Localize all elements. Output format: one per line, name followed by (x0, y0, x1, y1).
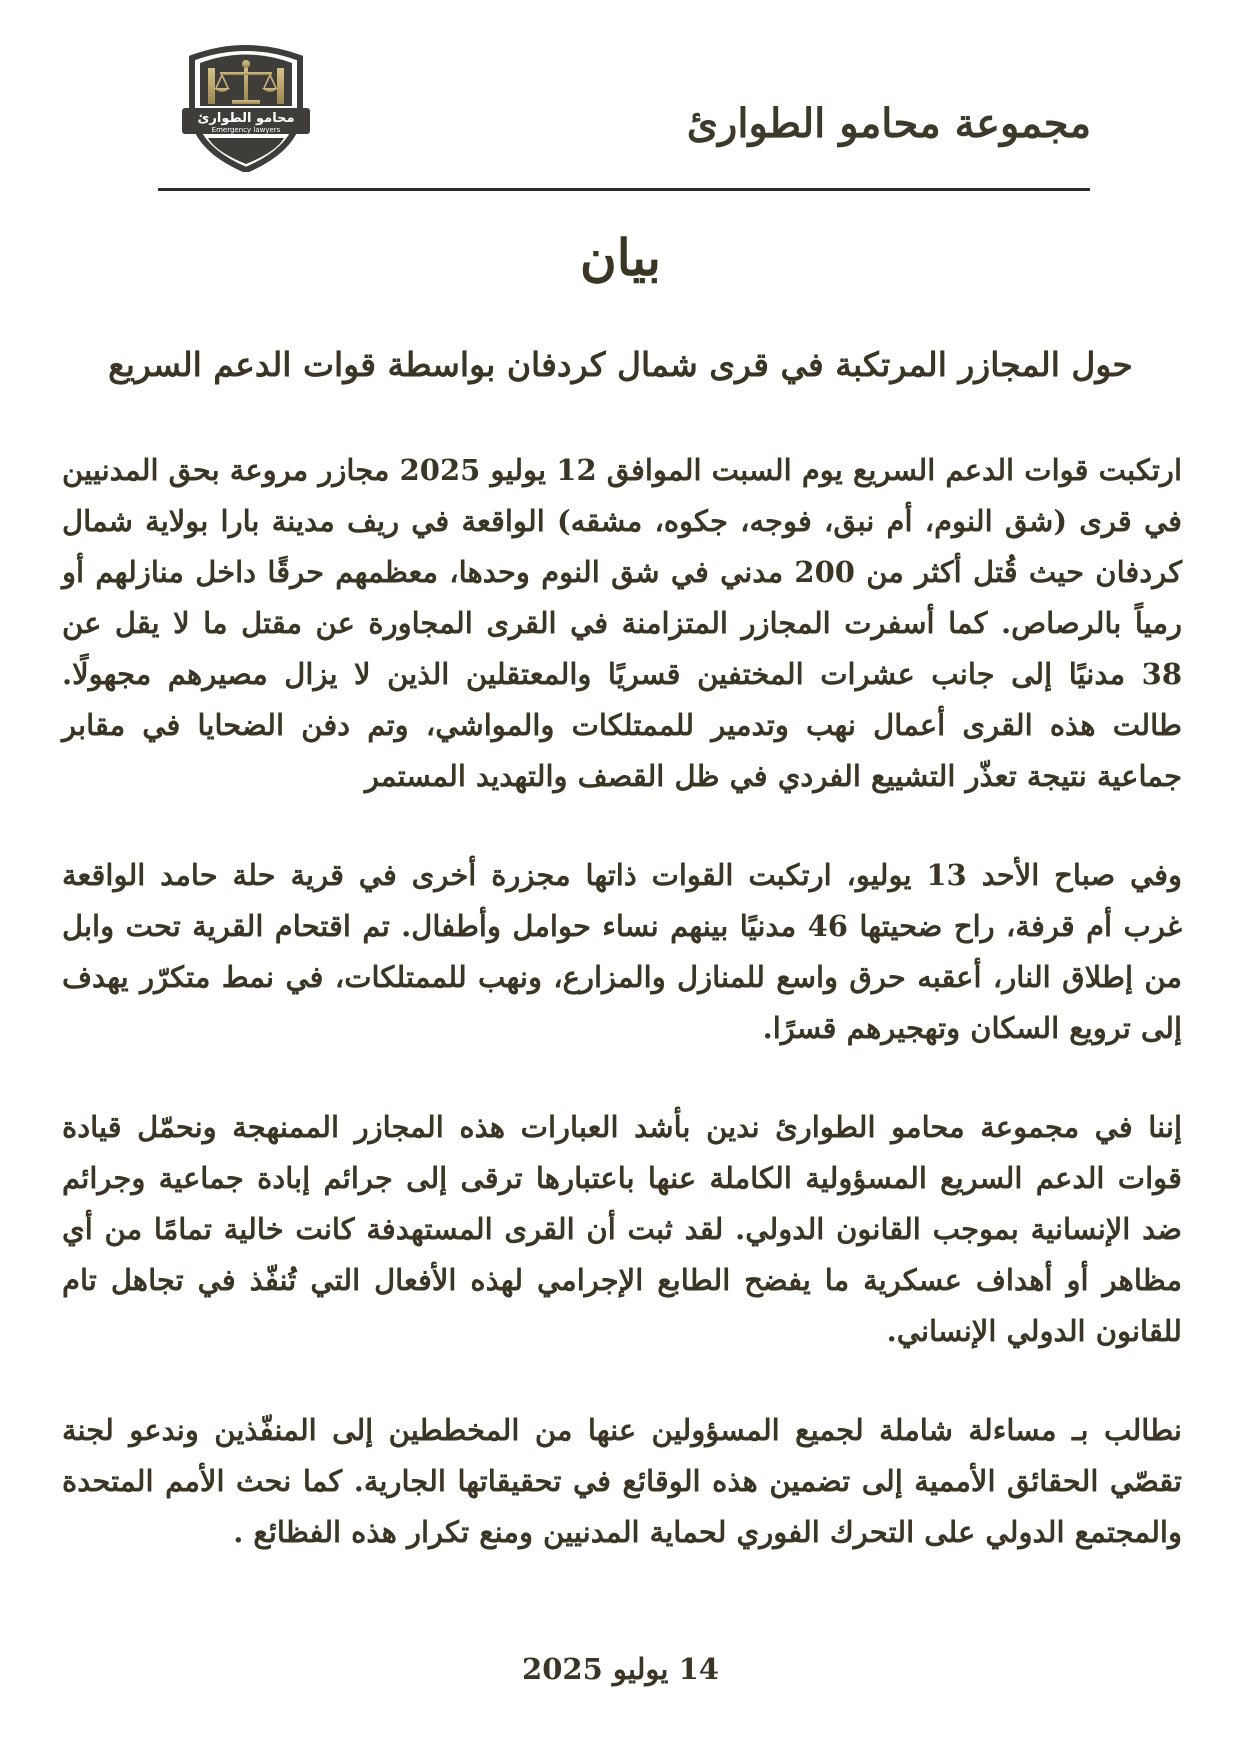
statement-date: 14 يوليو 2025 (522, 1652, 719, 1686)
document-title: بيان (580, 228, 661, 287)
logo-arabic-text: محامو الطوارئ (197, 111, 295, 126)
paragraph-2: وفي صباح الأحد 13 يوليو، ارتكبت القوات ذاتها مجزرة أخرى في قرية حلة حامد الواقعة غرب أم قرفة، راح ضحيتها 46 مدنيًا بينهم نساء حوامل وأطفال. تم اقتحام القرية تحت وابل من إطلاق النار، أعقبه حرق واسع للمنازل والمزارع، ونهب للممتلكات، في نمط متكرّر يهدف إلى ترويع السكان وتهجيرهم قسرًا. (62, 858, 1182, 1045)
paragraph-3: إننا في مجموعة محامو الطوارئ ندين بأشد العبارات هذه المجازر الممنهجة ونحمّل قيادة قوات الدعم السريع المسؤولية الكاملة عنها باعتبارها ترقى إلى جرائم إبادة جماعية وجرائم ضد الإنسانية بموجب القانون الدولي. لقد ثبت أن القرى المستهدفة كانت خالية تمامًا من أي مظاهر أو أهداف عسكرية ما يفضح الطابع الإجرامي لهذه الأفعال التي تُنفّذ في تجاهل تام للقانون الدولي الإنساني. (62, 1110, 1182, 1348)
logo-english-text: Emergency lawyers (211, 126, 281, 134)
header-divider (158, 188, 1090, 191)
statement-body (62, 445, 1182, 1606)
organization-name: مجموعة محامو الطوارئ (686, 100, 1091, 147)
scales-of-justice-icon (182, 40, 310, 172)
organization-logo (182, 40, 310, 172)
document-subtitle: حول المجازر المرتكبة في قرى شمال كردفان بواسطة قوات الدعم السريع (108, 345, 1133, 384)
paragraph-1: ارتكبت قوات الدعم السريع يوم السبت الموافق 12 يوليو 2025 مجازر مروعة بحق المدنيين في قرى (شق النوم، أم نبق، فوجه، جكوه، مشقه) الواقعة في ريف مدينة بارا بولاية شمال كردفان حيث قُتل أكثر من 200 مدني في شق النوم وحدها، معظمهم حرقًا داخل منازلهم أو رمياً بالرصاص. كما أسفرت المجازر المتزامنة في القرى المجاورة عن مقتل ما لا يقل عن 38 مدنيًا إلى جانب عشرات المختفين قسريًا والمعتقلين الذين لا يزال مصيرهم مجهولًا. طالت هذه القرى أعمال نهب وتدمير للممتلكات والمواشي، وتم دفن الضحايا في مقابر جماعية نتيجة تعذّر التشييع الفردي في ظل القصف والتهديد المستمر (62, 453, 1182, 793)
paragraph-4: نطالب بـ مساءلة شاملة لجميع المسؤولين عنها من المخططين إلى المنفّذين وندعو لجنة تقصّي الحقائق الأممية إلى تضمين هذه الوقائع في تحقيقاتها الجارية. كما نحث الأمم المتحدة والمجتمع الدولي على التحرك الفوري لحماية المدنيين ومنع تكرار هذه الفظائع . (62, 1413, 1182, 1549)
